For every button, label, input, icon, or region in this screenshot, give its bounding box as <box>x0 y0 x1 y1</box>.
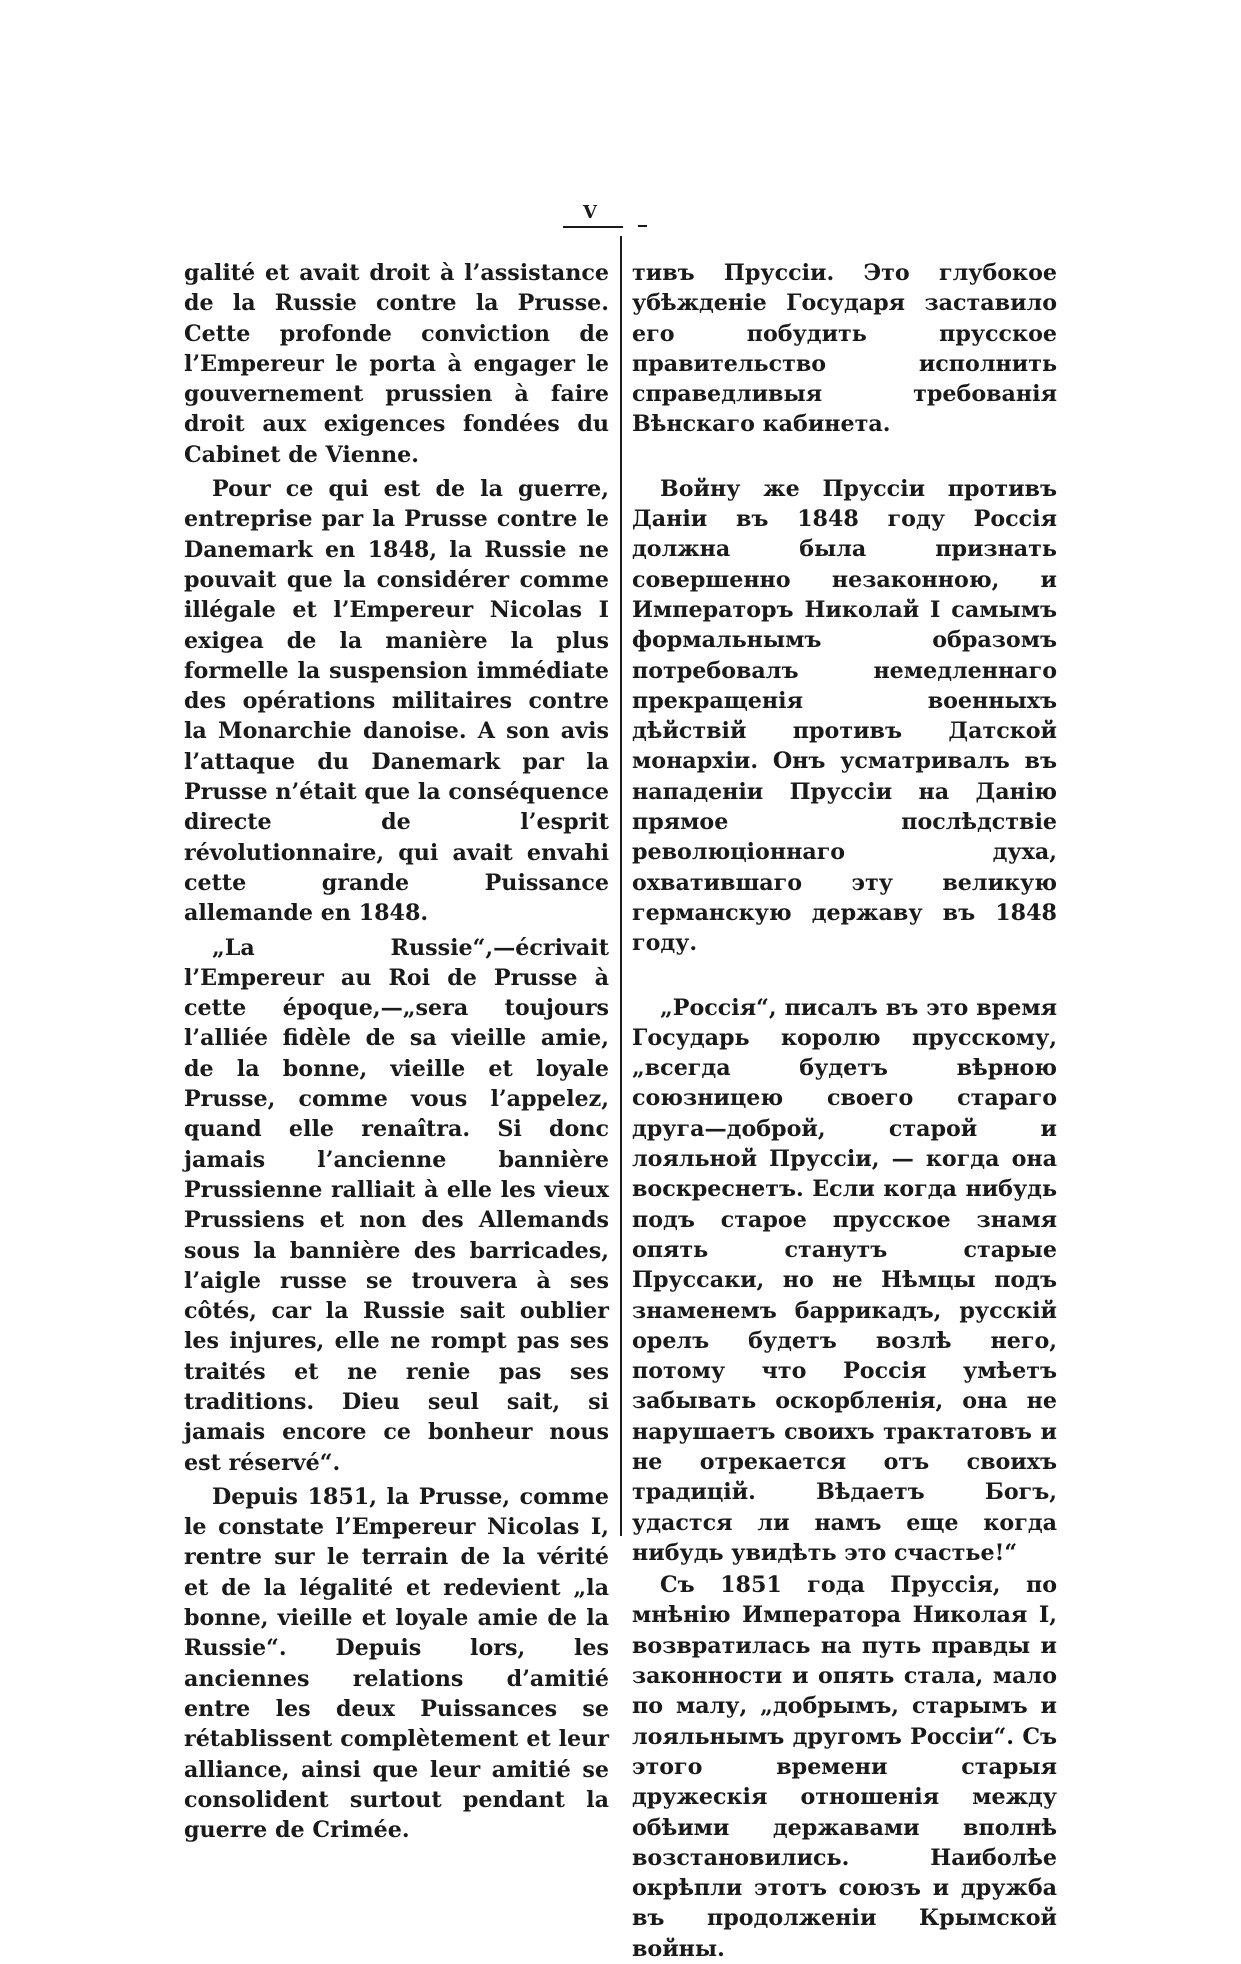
page-header-rule-tick <box>638 225 647 227</box>
page-header-rule <box>563 226 623 228</box>
french-paragraph-2: Pour ce qui est de la guerre, entreprise par la Prusse contre le Danemark en 1848, la Russie ne pouvait que la considérer comme illégale et l’Empereur Nicolas I exigea de la manière la plus formelle la suspension immédiate des opérations militaires contre la Monarchie danoise. A son avis l’attaque du Danemark par la Prusse n’était que la conséquence directe de l’esprit révolutionnaire, qui avait envahi cette grande Puissance allemande en 1848. <box>184 476 609 927</box>
russian-paragraph-1: тивъ Пруссіи. Это глубокое убѣжденіе Государя заставило его побудить прусское правительство исполнить справедливыя требованія Вѣнскаго кабинета. <box>632 260 1057 438</box>
french-column <box>184 258 609 1845</box>
french-paragraph-4: Depuis 1851, la Prusse, comme le constate l’Empereur Nicolas I, rentre sur le terrain de la vérité et de la légalité et redevient „la bonne, vieille et loyale amie de la Russie“. Depuis lors, les anciennes relations d’amitié entre les deux Puissances se rétablissent complètement et leur alliance, ainsi que leur amitié se consolident surtout pendant la guerre de Crimée. <box>184 1483 609 1844</box>
russian-paragraph-2: Войну же Пруссіи противъ Даніи въ 1848 году Россія должна была признать совершенно незаконною, и Императоръ Николай I самымъ формальнымъ образомъ потребовалъ немедленнаго прекращенія военныхъ дѣйствій противъ Датской монархіи. Онъ усматривалъ въ нападеніи Пруссіи на Данію прямое послѣдствіе революціоннаго духа, охватившаго эту великую германскую державу въ 1848 году. <box>632 475 1057 957</box>
page-number: V <box>583 202 597 223</box>
french-paragraph-1: galité et avait droit à l’assistance de la Russie contre la Prusse. Cette profonde conviction de l’Empereur le porta à engager le gouvernement prussien à faire droit aux exigences fondées du Cabinet de Vienne. <box>184 260 609 468</box>
column-divider <box>620 236 622 1536</box>
russian-paragraph-4: Съ 1851 года Пруссія, по мнѣнію Императора Николая I, возвратилась на путь правды и законности и опять стала, мало по малу, „добрымъ, старымъ и лояльнымъ другомъ Россіи“. Съ этого времени старыя дружескія отношенія между обѣими державами вполнѣ возстановились. Наиболѣе окрѣпли этотъ союзъ и дружба въ продолженіи Крымской войны. <box>632 1572 1057 1962</box>
russian-column <box>632 258 1057 1964</box>
russian-paragraph-3: „Россія“, писалъ въ это время Государь королю прусскому, „всегда будетъ вѣрною союзницею своего стараго друга—доброй, старой и лояльной Пруссіи, — когда она воскреснетъ. Если когда нибудь подъ старое прусское знамя опять станутъ старые Пруссаки, но не Нѣмцы подъ знаменемъ баррикадъ, русскій орелъ будетъ возлѣ него, потому что Россія умѣетъ забывать оскорбленія, она не нарушаетъ своихъ трактатовъ и не отрекается отъ своихъ традицій. Вѣдаетъ Богъ, удастся ли намъ еще когда нибудь увидѣть это счастье!“ <box>632 994 1057 1566</box>
french-paragraph-3: „La Russie“,—écrivait l’Empereur au Roi de Prusse à cette époque,—„sera toujours l’alliée fidèle de sa vieille amie, de la bonne, vieille et loyale Prusse, comme vous l’appelez, quand elle renaîtra. Si donc jamais l’ancienne bannière Prussienne ralliait à elle les vieux Prussiens et non des Allemands sous la bannière des barricades, l’aigle russe se trouvera à ses côtés, car la Russie sait oublier les injures, elle ne rompt pas ses traités et ne renie pas ses traditions. Dieu seul sait, si jamais encore ce bonheur nous est réservé“. <box>184 934 609 1476</box>
